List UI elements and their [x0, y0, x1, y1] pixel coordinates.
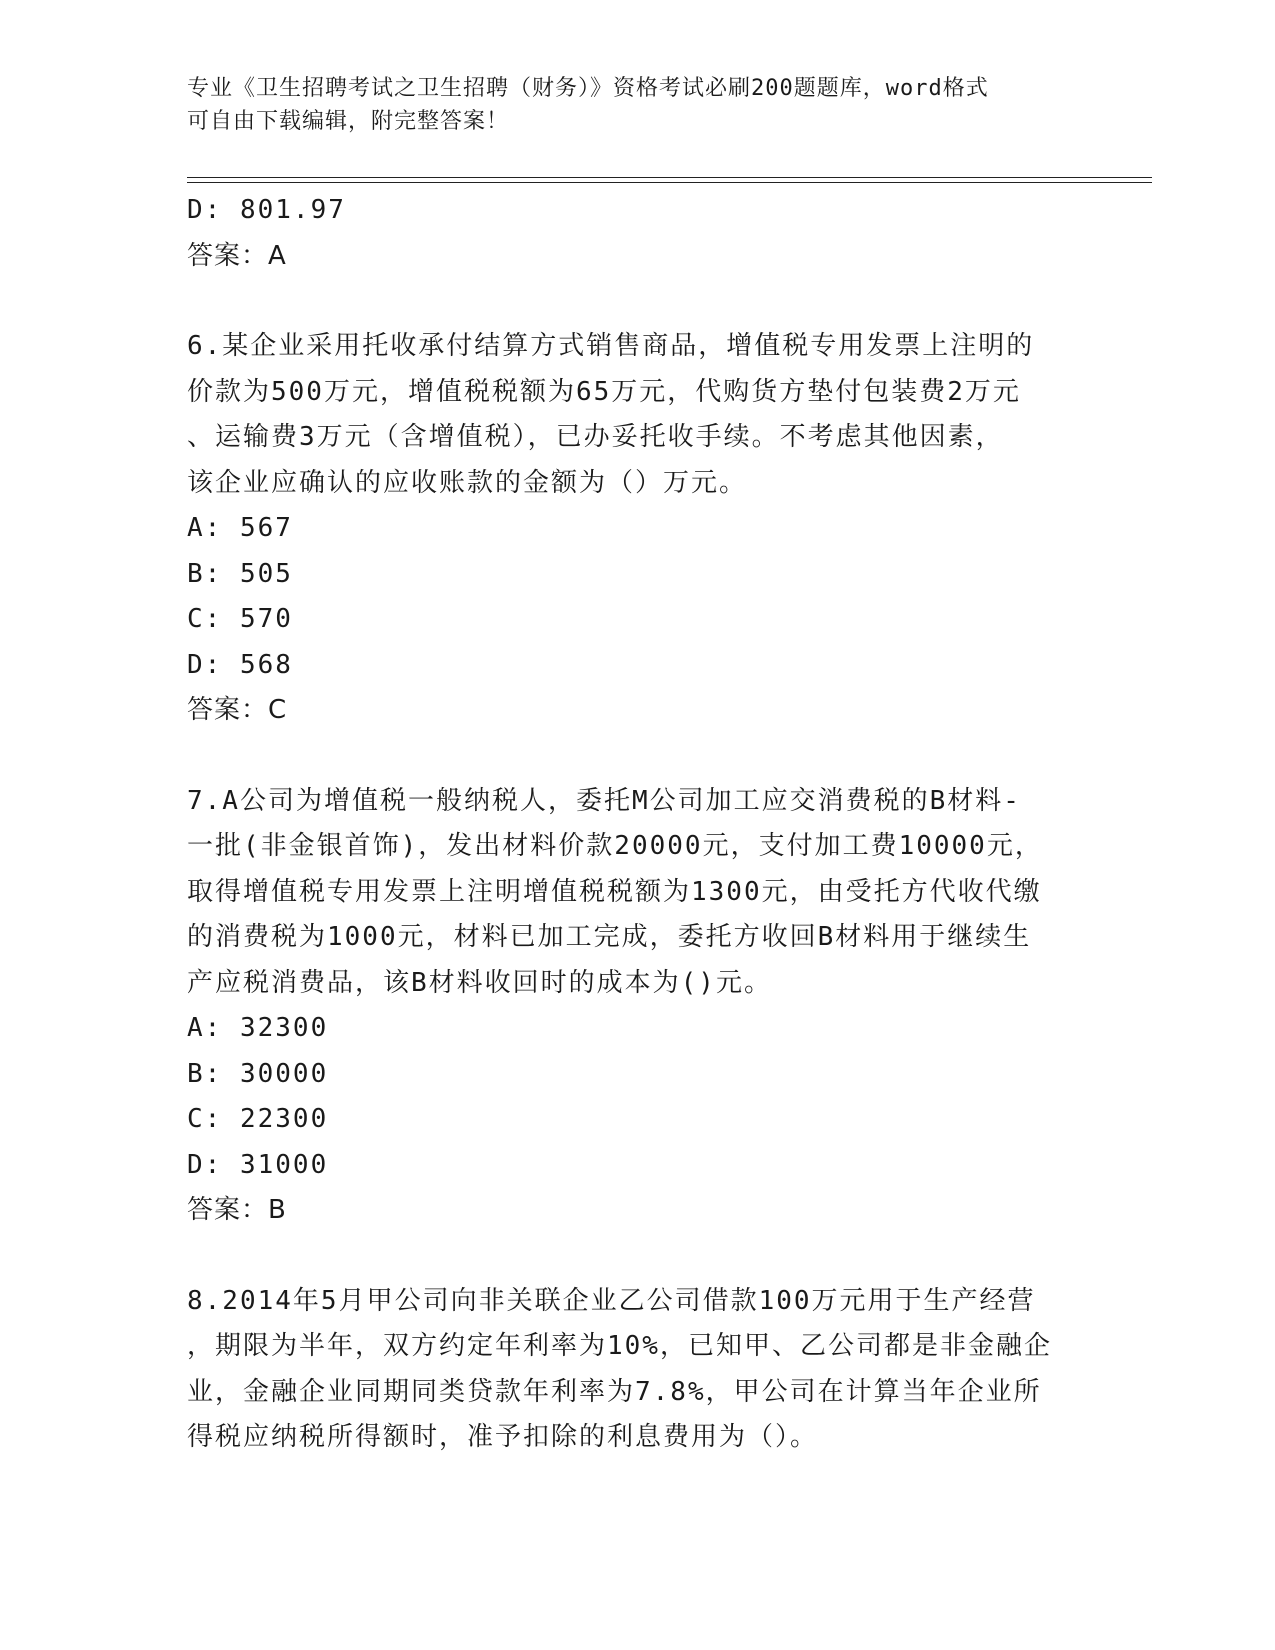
- question-content: [187, 188, 1087, 1461]
- option-a: A: 32300: [187, 1013, 329, 1043]
- question-text-line: 7.A公司为增值税一般纳税人，委托M公司加工应交消费税的B材料-: [187, 785, 1021, 816]
- option-b: B: 505: [187, 558, 293, 589]
- question-text-line: 该企业应确认的应收账款的金额为（）万元。: [187, 467, 748, 498]
- answer-line: 答案：C: [187, 695, 288, 725]
- option-b: B: 30000: [187, 1058, 329, 1089]
- option-d: D: 31000: [187, 1149, 329, 1180]
- answer-line: 答案：B: [187, 1195, 287, 1225]
- spacer: [187, 279, 1087, 324]
- page-header: [187, 72, 1087, 138]
- spacer: [187, 1234, 1087, 1279]
- question-text-line: 业，金融企业同期同类贷款年利率为7.8%，甲公司在计算当年企业所: [187, 1376, 1042, 1407]
- header-line-2: 可自由下载编辑，附完整答案！: [187, 109, 510, 134]
- option-c: C: 22300: [187, 1104, 329, 1134]
- question-text-line: 产应税消费品，该B材料收回时的成本为()元。: [187, 967, 772, 998]
- header-line-1: 专业《卫生招聘考试之卫生招聘（财务）》资格考试必刷200题题库，word格式: [187, 76, 989, 101]
- question-text-line: 得税应纳税所得额时，准予扣除的利息费用为（）。: [187, 1422, 819, 1452]
- option-a: A: 567: [187, 513, 293, 543]
- question-text-line: 价款为500万元，增值税税额为65万元，代购货方垫付包装费2万元: [187, 376, 1021, 407]
- option-d: D: 801.97: [187, 195, 346, 225]
- question-text-line: 6.某企业采用托收承付结算方式销售商品，增值税专用发票上注明的: [187, 331, 1035, 361]
- question-text-line: 的消费税为1000元，材料已加工完成，委托方收回B材料用于继续生: [187, 922, 1032, 952]
- answer-line: 答案：A: [187, 240, 287, 271]
- question-text-line: ，期限为半年，双方约定年利率为10%，已知甲、乙公司都是非金融企: [187, 1331, 1052, 1361]
- option-d: D: 568: [187, 649, 293, 680]
- question-6: [187, 324, 1087, 734]
- header-divider-top: [187, 177, 1152, 178]
- question-text-line: 、运输费3万元（含增值税），已办妥托收手续。不考虑其他因素，: [187, 422, 1004, 452]
- question-8: [187, 1279, 1087, 1461]
- question-text-line: 8.2014年5月甲公司向非关联企业乙公司借款100万元用于生产经营: [187, 1285, 1036, 1316]
- option-c: C: 570: [187, 604, 293, 634]
- question-text-line: 取得增值税专用发票上注明增值税税额为1300元，由受托方代收代缴: [187, 876, 1042, 907]
- header-divider-bottom: [187, 182, 1152, 183]
- question-text-line: 一批(非金银首饰)，发出材料价款20000元，支付加工费10000元，: [187, 831, 1043, 861]
- question-7: [187, 779, 1087, 1234]
- spacer: [187, 734, 1087, 779]
- prev-question-tail: [187, 188, 1087, 279]
